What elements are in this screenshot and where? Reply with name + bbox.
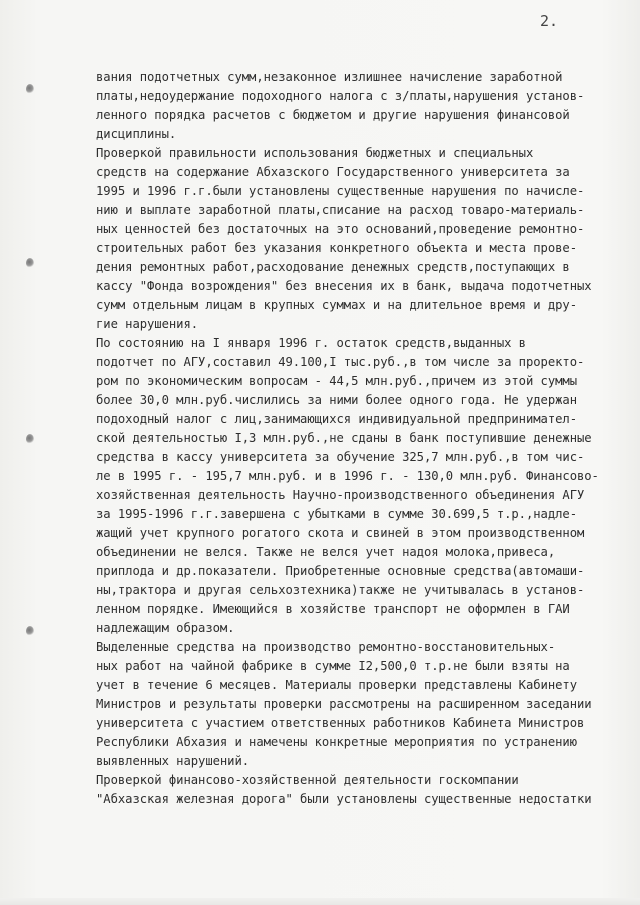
text-line: надлежащим образом. <box>96 621 235 635</box>
text-line: Республики Абхазия и намечены конкретные мероприятия по устранению <box>96 735 577 749</box>
text-line: ленном порядке. Имеющийся в хозяйстве транспорт не оформлен в ГАИ <box>96 602 570 616</box>
punch-hole-top <box>26 84 34 94</box>
text-line: нию и выплате заработной платы,списание на расход товаро-материаль- <box>96 203 585 217</box>
text-line: средств на содержание Абхазского Государственного университета за <box>96 165 570 179</box>
text-line: платы,недоудержание подоходного налога с з/платы,нарушения установ- <box>96 89 585 103</box>
text-line: ных работ на чайной фабрике в сумме I2,500,0 т.р.не были взяты на <box>96 659 570 673</box>
punch-hole-middle <box>26 434 34 444</box>
document-body <box>96 68 636 809</box>
text-line: университета с участием ответственных работников Кабинета Министров <box>96 716 585 730</box>
text-line: Выделенные средства на производство ремонтно-восстановительных- <box>96 640 556 654</box>
text-line: хозяйственная деятельность Научно-производственного объединения АГУ <box>96 488 585 502</box>
text-line: По состоянию на I января 1996 г. остаток средств,выданных в <box>96 336 526 350</box>
punch-hole-upper <box>26 258 34 268</box>
text-line: ской деятельностью I,3 млн.руб.,не сданы в банк поступившие денежные <box>96 431 592 445</box>
text-line: сумм отдельным лицам в крупных суммах и на длительное время и дру- <box>96 298 577 312</box>
text-line: дисциплины. <box>96 127 177 141</box>
text-line: Проверкой правильности использования бюджетных и специальных <box>96 146 534 160</box>
text-line: дения ремонтных работ,расходование денежных средств,поступающих в <box>96 260 570 274</box>
text-line: Проверкой финансово-хозяйственной деятельности госкомпании <box>96 773 519 787</box>
text-line: ле в 1995 г. - 195,7 млн.руб. и в 1996 г. - 130,0 млн.руб. Финансово- <box>96 469 599 483</box>
text-line: подоходный налог с лиц,занимающихся индивидуальной предпринимател- <box>96 412 577 426</box>
text-line: приплода и др.показатели. Приобретенные основные средства(автомаши- <box>96 564 585 578</box>
page-number: 2. <box>540 12 559 30</box>
text-line: ных ценностей без достаточных на это оснований,проведение ремонтно- <box>96 222 585 236</box>
text-line: более 30,0 млн.руб.числились за ними более одного года. Не удержан <box>96 393 577 407</box>
text-line: за 1995-1996 г.г.завершена с убытками в сумме 30.699,5 т.р.,надле- <box>96 507 577 521</box>
text-line: вания подотчетных сумм,незаконное излишнее начисление заработной <box>96 70 563 84</box>
text-line: ленного порядка расчетов с бюджетом и другие нарушения финансовой <box>96 108 570 122</box>
text-line: ны,трактора и другая сельхозтехника)также не учитывалась в установ- <box>96 583 585 597</box>
text-line: ром по экономическим вопросам - 44,5 млн.руб.,причем из этой суммы <box>96 374 577 388</box>
text-line: учет в течение 6 месяцев. Материалы проверки представлены Кабинету <box>96 678 577 692</box>
text-line: подотчет по АГУ,составил 49.100,I тыс.руб.,в том числе за проректо- <box>96 355 585 369</box>
text-line: гие нарушения. <box>96 317 199 331</box>
text-line: кассу "Фонда возрождения" без внесения их в банк, выдача подотчетных <box>96 279 592 293</box>
text-line: Министров и результаты проверки рассмотрены на расширенном заседании <box>96 697 592 711</box>
text-line: выявленных нарушений. <box>96 754 250 768</box>
text-line: объединении не велся. Также не велся учет надоя молока,привеса, <box>96 545 556 559</box>
text-line: 1995 и 1996 г.г.были установлены существенные нарушения по начисле- <box>96 184 585 198</box>
punch-hole-lower <box>26 626 34 636</box>
text-line: строительных работ без указания конкретного объекта и места прове- <box>96 241 577 255</box>
text-line: средства в кассу университета за обучение 325,7 млн.руб.,в том чис- <box>96 450 585 464</box>
text-line: "Абхазская железная дорога" были установлены существенные недостатки <box>96 792 592 806</box>
text-line: жащий учет крупного рогатого скота и свиней в этом производственном <box>96 526 585 540</box>
page-bottom-edge <box>0 898 640 905</box>
